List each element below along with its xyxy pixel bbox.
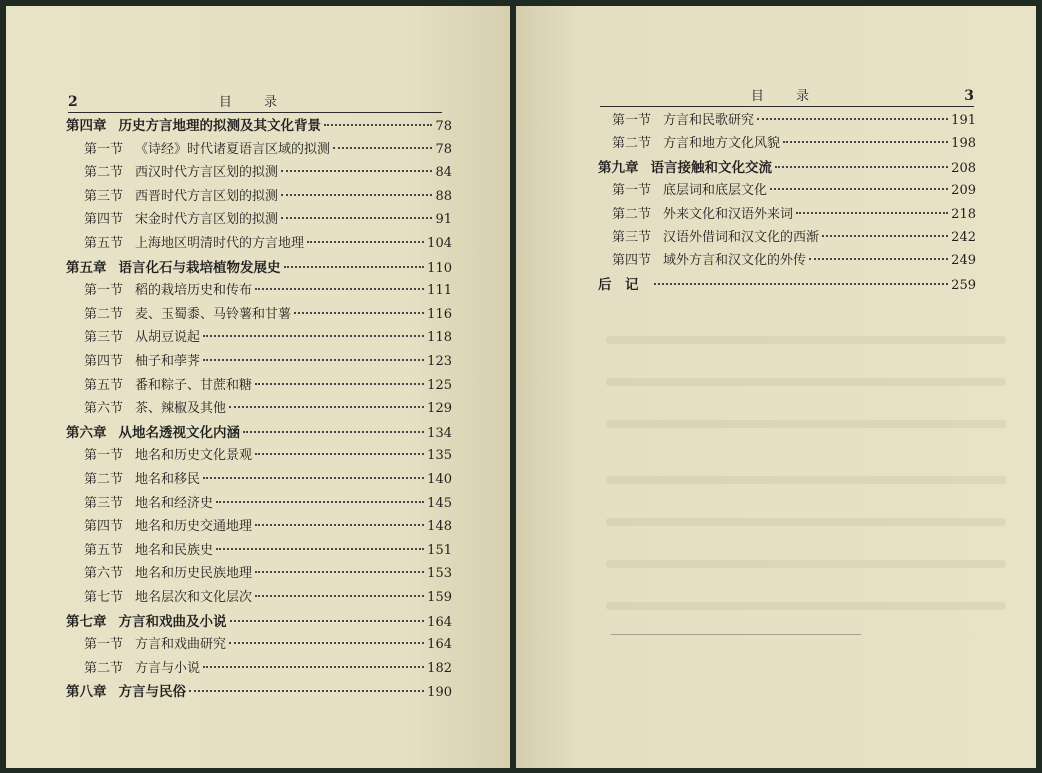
toc-leader-dots <box>307 241 424 243</box>
toc-section-entry <box>66 350 452 372</box>
right-running-title: 目 录 <box>750 89 824 104</box>
toc-section-entry <box>66 279 452 301</box>
toc-entry-text <box>84 208 278 227</box>
toc-leader-dots <box>757 118 948 120</box>
toc-entry-title: 西晋时代方言区划的拟测 <box>135 188 279 204</box>
toc-entry-title: 地名和移民 <box>135 472 201 487</box>
toc-entry-title: 从胡豆说起 <box>135 330 201 346</box>
toc-entry-title: 西汉时代方言区划的拟测 <box>135 165 279 181</box>
toc-entry-title: 番和粽子、甘蔗和糖 <box>135 377 253 393</box>
toc-chapter-entry <box>66 680 452 702</box>
toc-entry-text <box>84 185 278 204</box>
toc-section-entry <box>66 303 452 325</box>
toc-page-number: 182 <box>427 660 452 676</box>
toc-entry-text <box>598 273 651 293</box>
toc-entry-text <box>84 161 278 180</box>
toc-entry-title: 方言和戏曲研究 <box>135 637 227 653</box>
left-running-title: 目 录 <box>218 95 292 110</box>
toc-chapter-entry <box>66 610 452 632</box>
toc-entry-text <box>84 586 252 605</box>
toc-entry-text <box>84 232 304 251</box>
toc-entry-title: 地名层次和文化层次 <box>135 590 253 605</box>
toc-page-number: 159 <box>427 590 452 605</box>
toc-entry-title: 方言与民俗 <box>118 684 186 701</box>
toc-entry-text <box>84 374 252 393</box>
toc-entry-title: 语言化石与栽培植物发展史 <box>118 259 281 276</box>
toc-entry-label: 第六节 <box>84 401 124 417</box>
toc-section-entry <box>66 562 452 584</box>
toc-page-number: 110 <box>427 260 452 276</box>
toc-page-number: 123 <box>427 354 452 369</box>
toc-entry-label: 第七章 <box>66 613 107 630</box>
toc-section-entry <box>66 492 452 514</box>
toc-entry-label: 第一节 <box>84 141 124 157</box>
toc-entry-text <box>84 468 200 487</box>
toc-leader-dots <box>255 571 424 573</box>
toc-page-number: 78 <box>435 141 452 157</box>
toc-entry-label: 第四节 <box>612 253 652 269</box>
toc-leader-dots <box>770 188 948 190</box>
toc-entry-title: 麦、玉蜀黍、马铃薯和甘薯 <box>135 306 292 322</box>
toc-entry-text <box>84 562 252 581</box>
toc-entry-text <box>66 114 321 134</box>
toc-page-number: 140 <box>427 472 452 487</box>
toc-entry-label: 第一节 <box>84 637 124 653</box>
toc-entry-title: 方言与小说 <box>135 660 201 676</box>
left-running-header <box>68 94 442 113</box>
toc-chapter-entry <box>598 273 976 295</box>
toc-section-entry <box>66 232 452 254</box>
toc-page-number: 208 <box>951 160 976 176</box>
toc-entry-title: 《诗经》时代诸夏语言区域的拟测 <box>135 141 331 157</box>
toc-entry-text <box>84 279 252 298</box>
toc-section-entry <box>66 539 452 561</box>
toc-entry-label: 第一节 <box>612 113 652 128</box>
toc-leader-dots <box>255 453 424 455</box>
toc-entry-text <box>84 444 252 463</box>
toc-entry-text <box>84 303 291 322</box>
toc-entry-title: 方言和戏曲及小说 <box>118 613 227 630</box>
toc-page-number: 148 <box>427 519 452 535</box>
toc-entry-label: 第四节 <box>84 354 124 369</box>
toc-leader-dots <box>294 312 424 314</box>
toc-entry-label: 第一节 <box>84 283 124 299</box>
toc-entry-title: 从地名透视文化内涵 <box>118 424 240 441</box>
toc-page-number: 249 <box>951 253 976 269</box>
toc-entry-title: 茶、辣椒及其他 <box>135 401 227 417</box>
toc-entry-label: 第六章 <box>66 424 107 441</box>
toc-entry-label: 第五节 <box>84 236 124 251</box>
toc-section-entry <box>66 586 452 608</box>
toc-section-entry <box>66 161 452 183</box>
toc-entry-title: 语言接触和文化交流 <box>650 159 772 176</box>
toc-entry-text <box>612 132 780 151</box>
toc-leader-dots <box>333 147 432 149</box>
toc-leader-dots <box>203 666 424 668</box>
toc-page-number: 218 <box>951 206 976 222</box>
toc-leader-dots <box>255 288 424 290</box>
toc-entry-label: 第二节 <box>84 472 124 487</box>
toc-entry-title: 柚子和荸荠 <box>135 354 201 369</box>
toc-entry-text <box>84 326 200 345</box>
toc-page-number: 191 <box>951 113 976 128</box>
toc-entry-title: 稻的栽培历史和传布 <box>135 283 253 299</box>
toc-entry-title: 外来文化和汉语外来词 <box>663 206 794 222</box>
left-page <box>6 6 510 768</box>
toc-chapter-entry <box>66 256 452 278</box>
toc-entry-text <box>84 515 252 534</box>
toc-leader-dots <box>255 383 424 385</box>
toc-page-number: 88 <box>435 188 452 204</box>
toc-leader-dots <box>255 524 424 526</box>
toc-section-entry <box>66 444 452 466</box>
toc-page-number: 151 <box>427 542 452 558</box>
show-through-text <box>606 420 1006 428</box>
toc-leader-dots <box>783 141 948 143</box>
toc-entry-text <box>84 657 200 676</box>
show-through-footnote-rule <box>611 634 861 635</box>
toc-leader-dots <box>324 124 432 126</box>
toc-page-number: 135 <box>427 448 452 464</box>
toc-page-number: 153 <box>427 566 452 582</box>
toc-entry-title: 地名和历史文化景观 <box>135 448 253 464</box>
toc-leader-dots <box>216 548 424 550</box>
toc-section-entry <box>66 374 452 396</box>
toc-entry-label: 第二节 <box>84 660 124 676</box>
show-through-text <box>606 602 1006 610</box>
toc-leader-dots <box>281 170 432 172</box>
toc-page-number: 259 <box>951 277 976 293</box>
toc-entry-label: 第九章 <box>598 159 639 176</box>
toc-leader-dots <box>809 258 948 260</box>
toc-section-entry <box>66 185 452 207</box>
toc-chapter-entry <box>66 421 452 443</box>
toc-page-number: 78 <box>435 119 452 134</box>
toc-entry-title: 方言和民歌研究 <box>663 113 755 128</box>
toc-section-entry <box>66 208 452 230</box>
show-through-text <box>606 518 1006 526</box>
toc-leader-dots <box>203 335 424 337</box>
toc-page-number: 242 <box>951 230 976 245</box>
toc-entry-title: 底层词和底层文化 <box>663 183 768 199</box>
toc-leader-dots <box>189 690 424 692</box>
toc-leader-dots <box>229 406 424 408</box>
toc-entry-title: 方言和地方文化风貌 <box>663 136 781 152</box>
toc-page-number: 118 <box>427 330 452 346</box>
toc-entry-text <box>612 203 793 222</box>
toc-entry-label: 第五节 <box>84 377 124 393</box>
left-toc-list <box>66 114 452 714</box>
toc-entry-label: 第三节 <box>84 188 124 204</box>
toc-section-entry <box>598 226 976 248</box>
right-page-number: 3 <box>964 88 974 104</box>
toc-entry-text <box>84 539 213 558</box>
toc-page-number: 84 <box>435 165 452 181</box>
toc-page-number: 190 <box>427 685 452 701</box>
toc-page-number: 125 <box>427 377 452 393</box>
show-through-text <box>606 336 1006 344</box>
toc-entry-text <box>66 421 240 441</box>
toc-page-number: 164 <box>427 637 452 653</box>
toc-section-entry <box>66 468 452 490</box>
toc-entry-title: 上海地区明清时代的方言地理 <box>135 236 305 251</box>
toc-page-number: 91 <box>435 212 452 228</box>
toc-entry-text <box>612 249 806 268</box>
toc-entry-label: 第一节 <box>612 183 652 199</box>
right-page <box>516 6 1036 768</box>
toc-entry-text <box>84 492 213 511</box>
toc-leader-dots <box>229 642 424 644</box>
toc-entry-label: 第五节 <box>84 542 124 558</box>
right-running-header <box>600 88 974 107</box>
toc-section-entry <box>598 203 976 225</box>
toc-section-entry <box>598 249 976 271</box>
toc-section-entry <box>66 515 452 537</box>
toc-entry-title: 地名和历史交通地理 <box>135 519 253 535</box>
toc-entry-label: 第二节 <box>612 206 652 222</box>
toc-page-number: 129 <box>427 401 452 417</box>
toc-leader-dots <box>216 501 424 503</box>
toc-page-number: 145 <box>427 495 452 511</box>
toc-page-number: 104 <box>427 236 452 251</box>
show-through-text <box>606 378 1006 386</box>
toc-page-number: 134 <box>427 425 452 441</box>
toc-entry-label: 第二节 <box>84 165 124 181</box>
toc-entry-text <box>84 633 226 652</box>
show-through-text <box>606 560 1006 568</box>
toc-entry-label: 第四节 <box>84 212 124 228</box>
toc-entry-title: 宋金时代方言区划的拟测 <box>135 212 279 228</box>
toc-leader-dots <box>203 359 424 361</box>
toc-entry-text <box>612 226 819 245</box>
toc-page-number: 111 <box>427 283 452 299</box>
toc-entry-text <box>84 397 226 416</box>
toc-entry-label: 第四章 <box>66 118 107 134</box>
toc-leader-dots <box>281 217 432 219</box>
toc-leader-dots <box>230 620 425 622</box>
toc-entry-title: 地名和民族史 <box>135 542 214 558</box>
toc-leader-dots <box>203 477 424 479</box>
right-toc-list <box>598 109 976 309</box>
toc-entry-title: 域外方言和汉文化的外传 <box>663 253 807 269</box>
toc-entry-label: 第一节 <box>84 448 124 464</box>
toc-entry-title: 历史方言地理的拟测及其文化背景 <box>118 118 321 134</box>
toc-entry-label: 第八章 <box>66 684 107 701</box>
toc-entry-label: 第五章 <box>66 259 107 276</box>
toc-section-entry <box>598 109 976 131</box>
toc-leader-dots <box>243 431 424 433</box>
toc-entry-label: 第三节 <box>84 495 124 511</box>
toc-leader-dots <box>284 266 425 268</box>
toc-entry-text <box>66 680 186 700</box>
toc-section-entry <box>66 657 452 679</box>
toc-entry-text <box>612 179 767 198</box>
toc-entry-title: 地名和经济史 <box>135 495 214 511</box>
toc-entry-label: 第三节 <box>84 330 124 346</box>
toc-page-number: 164 <box>427 614 452 630</box>
toc-section-entry <box>598 132 976 154</box>
toc-entry-text <box>66 610 227 630</box>
toc-page-number: 116 <box>427 306 452 322</box>
toc-leader-dots <box>281 194 432 196</box>
toc-entry-label: 第二节 <box>612 136 652 152</box>
toc-entry-title: 汉语外借词和汉文化的西渐 <box>663 230 820 245</box>
toc-entry-text <box>66 256 281 276</box>
toc-entry-title: 地名和历史民族地理 <box>135 566 253 582</box>
toc-entry-label: 第七节 <box>84 590 124 605</box>
toc-section-entry <box>66 326 452 348</box>
show-through-text <box>606 476 1006 484</box>
toc-leader-dots <box>822 235 948 237</box>
toc-entry-text <box>598 156 772 176</box>
toc-entry-text <box>84 350 200 369</box>
toc-chapter-entry <box>598 156 976 178</box>
toc-entry-label: 后 记 <box>598 276 639 293</box>
toc-entry-label: 第三节 <box>612 230 652 245</box>
toc-entry-text <box>612 109 754 128</box>
toc-entry-label: 第二节 <box>84 306 124 322</box>
toc-page-number: 198 <box>951 136 976 152</box>
toc-page-number: 209 <box>951 183 976 199</box>
toc-leader-dots <box>654 283 949 285</box>
toc-leader-dots <box>775 166 948 168</box>
toc-leader-dots <box>796 212 948 214</box>
toc-section-entry <box>598 179 976 201</box>
toc-section-entry <box>66 633 452 655</box>
toc-section-entry <box>66 397 452 419</box>
toc-section-entry <box>66 138 452 160</box>
toc-entry-text <box>84 138 330 157</box>
toc-entry-label: 第四节 <box>84 519 124 535</box>
toc-chapter-entry <box>66 114 452 136</box>
left-page-number: 2 <box>68 94 78 110</box>
toc-leader-dots <box>255 595 424 597</box>
toc-entry-label: 第六节 <box>84 566 124 582</box>
